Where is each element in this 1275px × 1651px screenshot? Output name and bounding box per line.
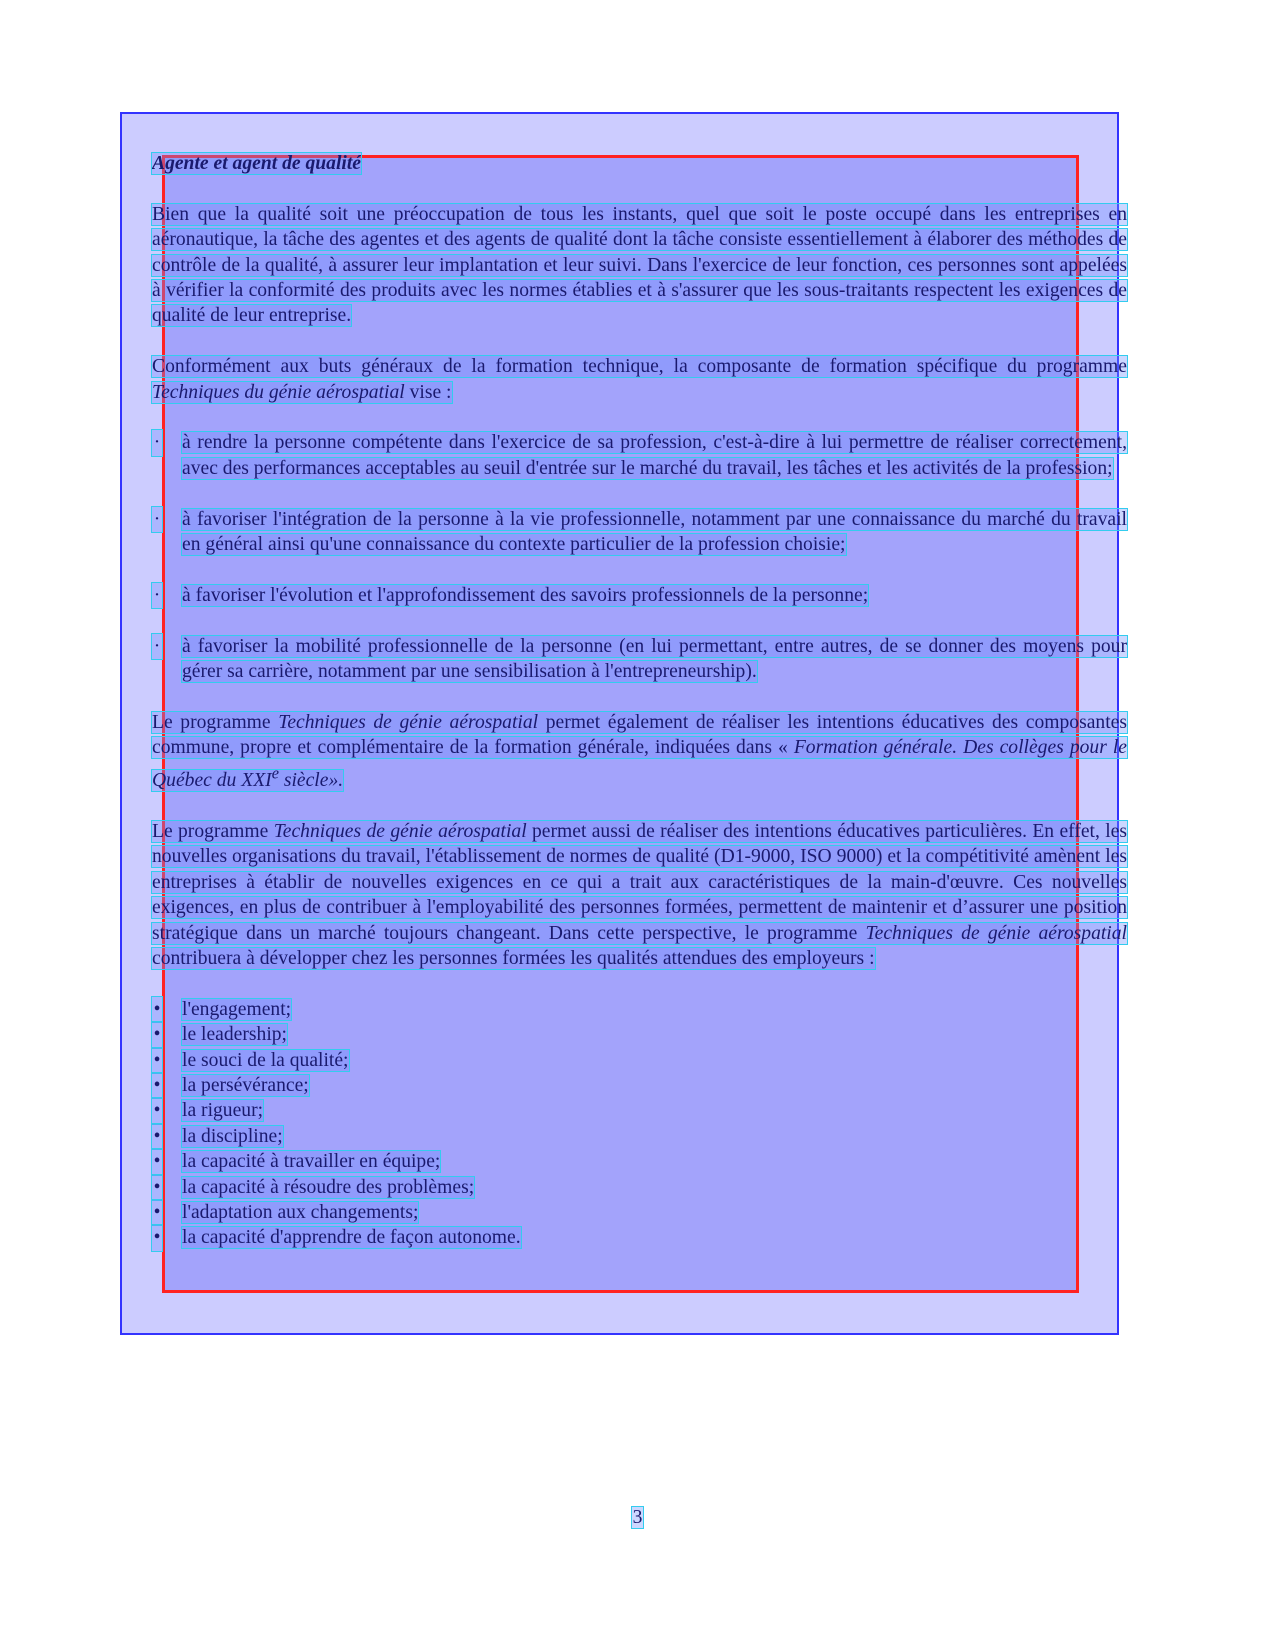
bullet-icon: • xyxy=(152,997,162,1022)
general-before: Le programme xyxy=(152,711,279,733)
quality-item xyxy=(152,1098,1127,1123)
quality-item xyxy=(152,1149,1127,1174)
objective-text: à favoriser la mobilité professionnelle de la personne (en lui permettant, entre autres, de se donner des moyens pour gérer sa carrière, notamment par une sensibilisation à l'entrepreneurship). xyxy=(182,635,1127,683)
objective-item xyxy=(152,430,1127,481)
bullet-icon: • xyxy=(152,1124,162,1149)
section-title-text: Agente et agent de qualité xyxy=(152,153,361,174)
objective-item xyxy=(152,634,1127,685)
objective-item xyxy=(152,507,1127,558)
bullet-icon: • xyxy=(152,1225,162,1250)
quality-item xyxy=(152,1124,1127,1149)
objective-text: à rendre la personne compétente dans l'exercice de sa profession, c'est-à-dire à lui permettre de réaliser correctement, avec des performances acceptables au seuil d'entrée sur le marché du travail, les tâches et les activités de la profession; xyxy=(182,432,1127,479)
bullet-marker: · xyxy=(152,634,162,659)
quality-text: la persévérance; xyxy=(182,1075,309,1097)
quality-item xyxy=(152,1175,1127,1200)
bullet-icon: • xyxy=(152,1048,162,1073)
objectives-intro-before: Conformément aux buts généraux de la formation technique, la composante de formation spécifique du programme xyxy=(152,356,1127,378)
bullet-marker: · xyxy=(152,507,162,532)
quality-text: la capacité à travailler en équipe; xyxy=(182,1151,441,1173)
bullet-icon: • xyxy=(152,1098,162,1123)
quality-item xyxy=(152,1022,1127,1047)
intro-paragraph-text: Bien que la qualité soit une préoccupation de tous les instants, quel que soit le poste occupé dans les entreprises en aéronautique, la tâche des agentes et des agents de qualité dont la tâche consiste essentiellement à élaborer des méthodes de contrôle de la qualité, à assurer leur implantation et leur suivi. Dans l'exercice de leur fonction, ces personnes sont appelées à vérifier la conformité des produits avec les normes établies et à s'assurer que les sous-traitants respectent les exigences de qualité de leur entreprise. xyxy=(152,203,1127,327)
citation-part-2: siècle». xyxy=(278,770,344,792)
page-number-text: 3 xyxy=(632,1507,643,1528)
program-name-italic: Techniques de génie aérospatial xyxy=(865,922,1127,944)
specific-after: contribuera à développer chez les personnes formées les qualités attendues des employeurs : xyxy=(152,948,875,969)
general-middle: permet également de réaliser les intentions éducatives des composantes commune, propre et complémentaire de la formation générale, indiquées dans « xyxy=(152,711,1127,759)
quality-text: l'adaptation aux changements; xyxy=(182,1202,419,1224)
quality-text: la discipline; xyxy=(182,1125,283,1147)
quality-item xyxy=(152,1048,1127,1073)
document-body xyxy=(152,151,1127,1251)
program-name-italic: Techniques du génie aérospatial xyxy=(152,381,405,403)
program-name-italic: Techniques de génie aérospatial xyxy=(273,820,527,842)
specific-intentions-text xyxy=(152,821,1127,969)
bullet-icon: • xyxy=(152,1073,162,1098)
bullet-icon: • xyxy=(152,1200,162,1225)
bullet-marker: · xyxy=(152,430,162,455)
specific-intentions-paragraph xyxy=(152,819,1127,971)
citation-part-1: Formation générale. Des collèges pour le Québec du XXI xyxy=(152,737,1127,792)
section-title xyxy=(152,151,1127,176)
bullet-marker: · xyxy=(152,583,162,608)
objective-item xyxy=(152,583,1127,608)
objective-text: à favoriser l'évolution et l'approfondissement des savoirs professionnels de la personne; xyxy=(182,584,869,606)
bullet-icon: • xyxy=(152,1022,162,1047)
quality-item xyxy=(152,997,1127,1022)
specific-before: Le programme xyxy=(152,820,274,842)
general-education-paragraph xyxy=(152,710,1127,794)
bullet-icon: • xyxy=(152,1175,162,1200)
objectives-intro-paragraph xyxy=(152,354,1127,405)
quality-text: l'engagement; xyxy=(182,998,292,1020)
program-name-italic: Techniques de génie aérospatial xyxy=(278,711,539,733)
quality-text: le leadership; xyxy=(182,1024,288,1046)
quality-text: la capacité d'apprendre de façon autonome. xyxy=(182,1227,521,1249)
qualities-list xyxy=(152,997,1127,1251)
citation-superscript: e xyxy=(271,763,279,783)
objectives-intro-text xyxy=(152,356,1127,402)
objectives-list xyxy=(152,430,1127,684)
general-education-text xyxy=(152,712,1127,791)
quality-item xyxy=(152,1225,1127,1250)
intro-paragraph xyxy=(152,202,1127,329)
quality-item xyxy=(152,1200,1127,1225)
objectives-intro-after: vise : xyxy=(404,381,452,403)
quality-text: la capacité à résoudre des problèmes; xyxy=(182,1176,475,1198)
objective-text: à favoriser l'intégration de la personne à la vie professionnelle, notamment par une connaissance du marché du travail en général ainsi qu'une connaissance du contexte particulier de la profession choisie; xyxy=(182,508,1127,556)
specific-middle: permet aussi de réaliser des intentions éducatives particulières. En effet, les nouvelles organisations du travail, l'établissement de normes de qualité (D1-9000, ISO 9000) et la compétitivité amènent les entreprises à établir de nouvelles exigences en ce qui a trait aux caractéristiques de la main-d'œuvre. Ces nouvelles exigences, en plus de contribuer à l'employabilité des personnes formées, permettent de maintenir et d’assurer une position stratégique dans un marché toujours changeant. Dans cette perspective, le programme xyxy=(152,820,1127,944)
page-number xyxy=(0,1507,1275,1529)
quality-text: la rigueur; xyxy=(182,1100,264,1122)
bullet-icon: • xyxy=(152,1149,162,1174)
quality-text: le souci de la qualité; xyxy=(182,1049,349,1071)
quality-item xyxy=(152,1073,1127,1098)
